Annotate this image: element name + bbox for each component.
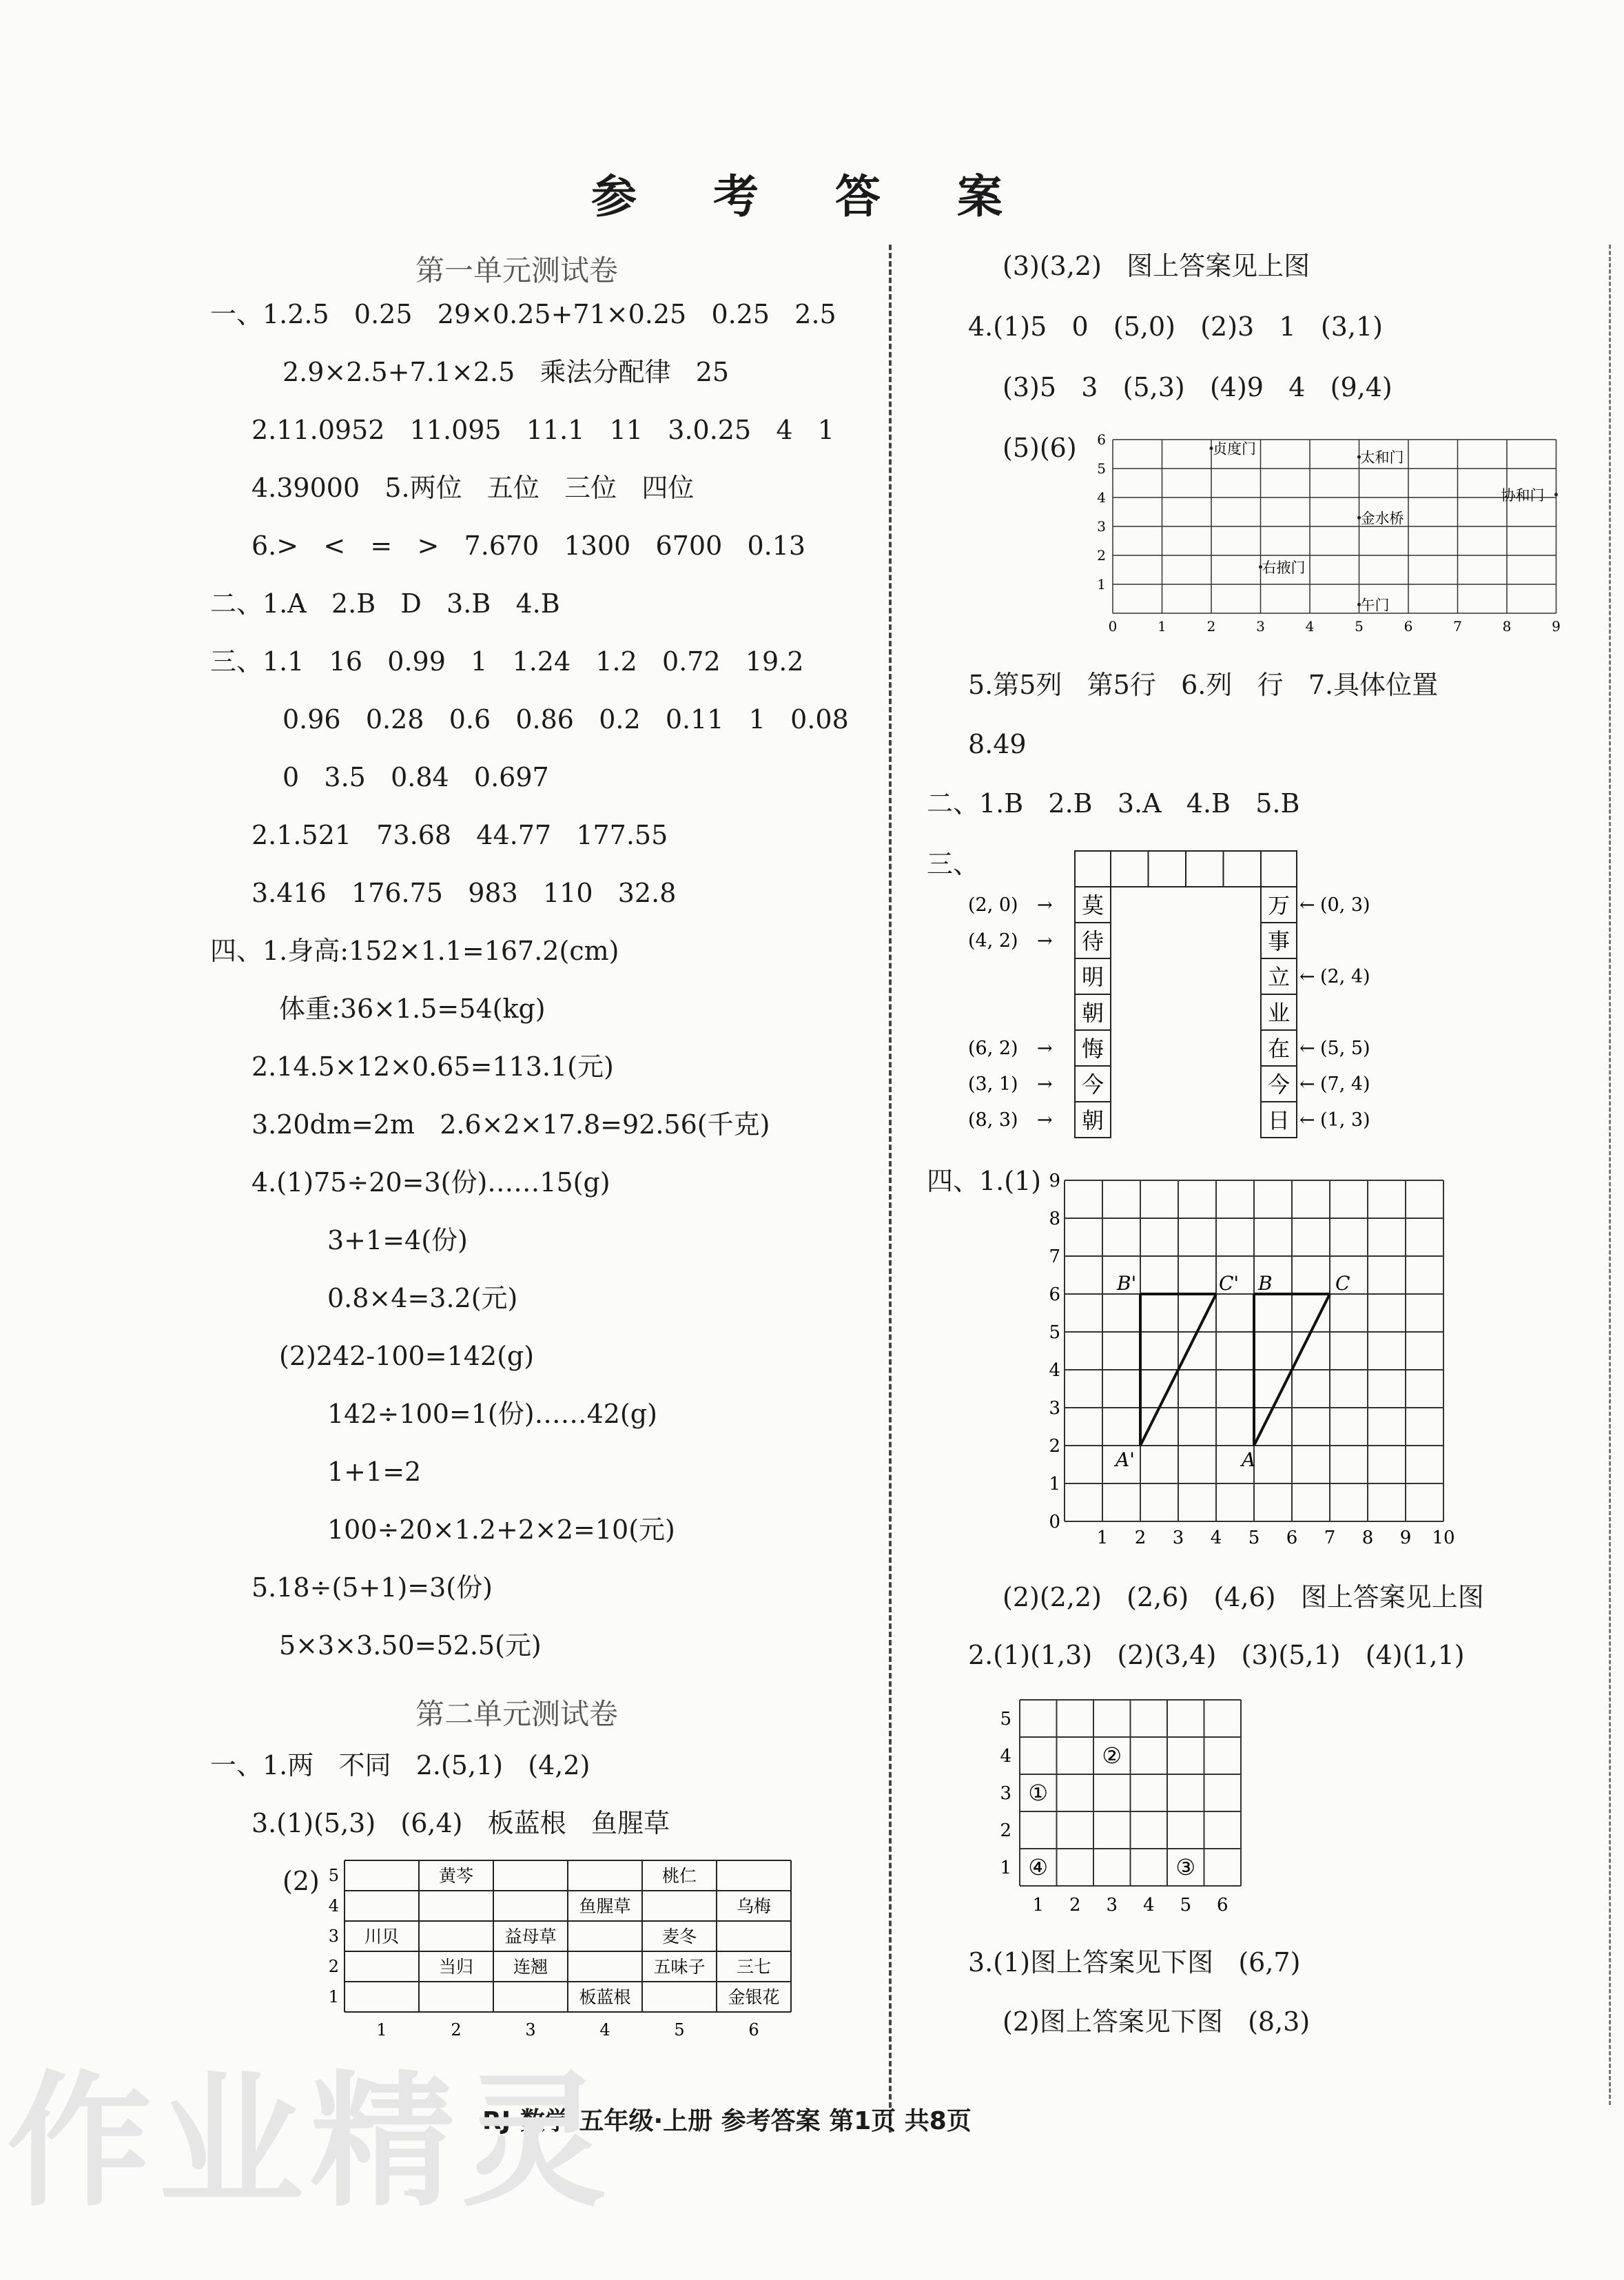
y-tick-label: 5 — [1049, 1322, 1060, 1343]
arrow-glyph: → — [1037, 1109, 1053, 1131]
arrow-glyph: ← — [1299, 894, 1315, 916]
x-tick-label: 2 — [1069, 1895, 1081, 1916]
y-tick-label: 1 — [1049, 1474, 1060, 1495]
x-tick-label: 7 — [1453, 618, 1462, 635]
x-tick-label: 6 — [1216, 1895, 1229, 1916]
arrow-glyph: ← — [1299, 966, 1315, 987]
watermark: 作业精灵 — [7, 2057, 614, 2226]
y-tick-label: 3 — [1049, 1398, 1060, 1419]
y-tick-label: 0 — [1049, 1512, 1060, 1532]
y-tick-label: 4 — [1049, 1360, 1060, 1381]
answer-line: 142÷100=1(份)……42(g) — [327, 1399, 657, 1429]
herb-cell: 乌梅 — [736, 1896, 772, 1916]
poem-char: 今 — [1081, 1071, 1104, 1098]
answer-line: (2) — [282, 1866, 320, 1896]
x-tick-label: 3 — [1172, 1528, 1184, 1548]
poem-char: 朝 — [1081, 1107, 1104, 1133]
poem-top-box — [1261, 851, 1297, 887]
y-tick-label: 1 — [1097, 576, 1106, 593]
answer-line: 4.(1)75÷20=3(份)……15(g) — [251, 1167, 610, 1198]
y-tick-label: 5 — [1097, 460, 1106, 477]
x-tick-label: 5 — [1180, 1895, 1192, 1916]
herb-grid — [324, 1853, 820, 2040]
coord-label: (7, 4) — [1320, 1074, 1370, 1095]
x-tick-label: 1 — [1032, 1895, 1045, 1916]
x-tick-label: 6 — [1404, 618, 1413, 635]
answer-line: 4.39000 5.两位 五位 三位 四位 — [251, 473, 695, 503]
x-tick-label: 8 — [1502, 618, 1512, 635]
arrow-glyph: → — [1037, 1038, 1053, 1059]
coord-label: (3, 1) — [968, 1074, 1018, 1095]
coord-label: (2, 0) — [968, 894, 1018, 916]
answer-line: 3.20dm=2m 2.6×2×17.8=92.56(千克) — [251, 1109, 770, 1140]
arrow-glyph: ← — [1299, 1109, 1315, 1131]
x-tick-label: 4 — [1210, 1528, 1222, 1548]
answer-line: 2.11.0952 11.095 11.1 11 3.0.25 4 1 — [251, 415, 834, 445]
y-tick-label: 7 — [1049, 1246, 1060, 1267]
answer-line: 5.第5列 第5行 6.列 行 7.具体位置 — [968, 670, 1439, 700]
answer-line: 2.(1)(1,3) (2)(3,4) (3)(5,1) (4)(1,1) — [968, 1640, 1465, 1670]
answer-line: 1+1=2 — [327, 1457, 422, 1487]
y-tick-label: 2 — [1000, 1820, 1011, 1841]
y-tick-label: 9 — [1049, 1171, 1060, 1191]
col-label: 3 — [525, 2020, 536, 2040]
answer-line: (5)(6) — [1003, 433, 1077, 463]
place-label: 协和门 — [1501, 486, 1545, 504]
palace-map-grid — [1092, 427, 1574, 634]
answer-line: (3)(3,2) 图上答案见上图 — [1003, 251, 1310, 281]
poem-grid — [965, 844, 1412, 1147]
herb-cell: 益母草 — [504, 1927, 557, 1947]
position-mark: ① — [1028, 1780, 1049, 1806]
herb-cell: 川贝 — [364, 1927, 400, 1947]
answer-line: 4.(1)5 0 (5,0) (2)3 1 (3,1) — [968, 311, 1383, 342]
coord-label: (4, 2) — [968, 930, 1018, 952]
coord-label: (8, 3) — [968, 1109, 1018, 1131]
translation-grid — [1051, 1164, 1499, 1550]
page-title: 参 考 答 案 — [591, 170, 1033, 223]
x-tick-label: 5 — [1355, 618, 1364, 635]
unit2-heading: 第二单元测试卷 — [415, 1697, 619, 1731]
page-footer: RJ·数学·五年级·上册 参考答案 第1页 共8页 — [482, 2107, 972, 2135]
poem-char: 在 — [1267, 1036, 1291, 1062]
poem-char: 事 — [1267, 928, 1291, 954]
x-tick-label: 9 — [1399, 1528, 1412, 1548]
position-mark: ④ — [1028, 1854, 1049, 1880]
row-label: 2 — [328, 1957, 339, 1976]
answer-line: 6.> < = > 7.670 1300 6700 0.13 — [251, 531, 806, 561]
herb-cell: 连翘 — [513, 1957, 548, 1977]
coord-label: (2, 4) — [1320, 966, 1370, 987]
row-label: 1 — [328, 1987, 339, 2006]
place-label: 贞度门 — [1213, 440, 1256, 458]
y-tick-label: 5 — [1000, 1709, 1011, 1729]
answer-line: 2.9×2.5+7.1×2.5 乘法分配律 25 — [282, 357, 730, 387]
answer-line: 0 3.5 0.84 0.697 — [282, 762, 549, 792]
x-tick-label: 0 — [1108, 618, 1118, 635]
point-label: A — [1242, 1448, 1256, 1471]
x-tick-label: 4 — [1142, 1895, 1155, 1916]
y-tick-label: 1 — [1000, 1858, 1011, 1878]
coord-label: (0, 3) — [1320, 894, 1370, 916]
position-grid — [992, 1692, 1268, 1919]
row-label: 3 — [328, 1927, 339, 1946]
herb-cell: 三七 — [736, 1957, 772, 1977]
poem-top-box — [1111, 851, 1149, 887]
x-tick-label: 7 — [1324, 1528, 1336, 1548]
answer-line: 3+1=4(份) — [327, 1225, 468, 1255]
right-edge-divider — [1609, 245, 1611, 2105]
x-tick-label: 3 — [1106, 1895, 1118, 1916]
coord-label: (6, 2) — [968, 1038, 1018, 1059]
col-label: 4 — [599, 2020, 610, 2040]
answer-line: 体重:36×1.5=54(kg) — [279, 994, 546, 1024]
y-tick-label: 4 — [1000, 1746, 1011, 1767]
x-tick-label: 8 — [1361, 1528, 1374, 1548]
poem-top-box — [1186, 851, 1224, 887]
answer-line: 3.(1)图上答案见下图 (6,7) — [968, 1947, 1301, 1978]
col-label: 1 — [376, 2020, 387, 2040]
arrow-glyph: ← — [1299, 1038, 1315, 1059]
poem-char: 日 — [1267, 1107, 1291, 1133]
answer-line: 0.96 0.28 0.6 0.86 0.2 0.11 1 0.08 — [282, 704, 849, 735]
x-tick-label: 5 — [1248, 1528, 1260, 1548]
arrow-glyph: → — [1037, 894, 1053, 916]
answer-line: 5.18÷(5+1)=3(份) — [251, 1572, 493, 1603]
herb-cell: 麦冬 — [661, 1927, 697, 1947]
poem-top-box — [1149, 851, 1186, 887]
x-tick-label: 2 — [1206, 618, 1216, 635]
place-label: 右掖门 — [1262, 559, 1306, 576]
answer-line: 一、1.2.5 0.25 29×0.25+71×0.25 0.25 2.5 — [210, 299, 836, 329]
answer-line: 0.8×4=3.2(元) — [327, 1283, 518, 1313]
answer-line: (3)5 3 (5,3) (4)9 4 (9,4) — [1003, 372, 1392, 402]
herb-cell: 鱼腥草 — [579, 1896, 631, 1916]
answer-line: 100÷20×1.2+2×2=10(元) — [327, 1514, 675, 1545]
place-label: 金水桥 — [1360, 510, 1404, 527]
y-tick-label: 3 — [1000, 1783, 1011, 1804]
y-tick-label: 4 — [1097, 489, 1106, 506]
poem-top-box — [1224, 851, 1262, 887]
answer-line: 四、1.身高:152×1.1=167.2(cm) — [210, 936, 619, 966]
answer-line: 3.416 176.75 983 110 32.8 — [251, 878, 677, 908]
answer-line: 三、1.1 16 0.99 1 1.24 1.2 0.72 19.2 — [210, 646, 804, 677]
y-tick-label: 8 — [1049, 1209, 1060, 1229]
x-tick-label: 10 — [1432, 1528, 1455, 1548]
place-dot — [1554, 493, 1558, 496]
row-label: 5 — [328, 1866, 339, 1885]
answer-line: (2)图上答案见下图 (8,3) — [1003, 2006, 1310, 2037]
poem-char: 明 — [1081, 964, 1104, 990]
x-tick-label: 1 — [1158, 618, 1166, 635]
row-label: 4 — [328, 1896, 339, 1916]
poem-top-box — [1075, 851, 1111, 887]
answer-line: 2.1.521 73.68 44.77 177.55 — [251, 820, 668, 850]
herb-cell: 桃仁 — [661, 1866, 697, 1886]
y-tick-label: 6 — [1097, 431, 1106, 448]
x-tick-label: 2 — [1134, 1528, 1147, 1548]
answer-line: 三、 — [927, 849, 980, 879]
herb-cell: 金银花 — [728, 1987, 780, 2007]
answer-line: 5×3×3.50=52.5(元) — [279, 1630, 542, 1661]
x-tick-label: 1 — [1096, 1528, 1109, 1548]
coord-label: (5, 5) — [1320, 1038, 1370, 1059]
y-tick-label: 6 — [1049, 1284, 1060, 1305]
poem-char: 业 — [1267, 1000, 1291, 1026]
x-tick-label: 6 — [1286, 1528, 1298, 1548]
poem-char: 朝 — [1081, 1000, 1104, 1026]
y-tick-label: 3 — [1097, 518, 1106, 535]
place-label: 太和门 — [1360, 449, 1404, 466]
answer-line: (2)(2,2) (2,6) (4,6) 图上答案见上图 — [1003, 1582, 1484, 1612]
point-label: C — [1335, 1272, 1350, 1295]
poem-char: 万 — [1267, 892, 1291, 918]
answer-line: 四、1.(1) — [927, 1166, 1042, 1196]
answer-line: 8.49 — [968, 729, 1027, 759]
answer-line: 2.14.5×12×0.65=113.1(元) — [251, 1051, 614, 1082]
y-tick-label: 2 — [1097, 547, 1106, 564]
col-label: 2 — [451, 2020, 462, 2040]
answer-line: 一、1.两 不同 2.(5,1) (4,2) — [210, 1750, 590, 1780]
herb-cell: 五味子 — [653, 1957, 706, 1977]
unit1-heading: 第一单元测试卷 — [415, 254, 619, 287]
x-tick-label: 4 — [1305, 618, 1315, 635]
point-label: B' — [1117, 1272, 1137, 1295]
herb-cell: 板蓝根 — [579, 1987, 631, 2007]
arrow-glyph: ← — [1299, 1074, 1315, 1095]
column-divider — [889, 245, 892, 2133]
arrow-glyph: → — [1037, 930, 1053, 952]
y-tick-label: 2 — [1049, 1436, 1060, 1457]
herb-cell: 当归 — [438, 1957, 474, 1977]
x-tick-label: 3 — [1256, 618, 1265, 635]
point-label: A' — [1116, 1448, 1135, 1471]
poem-char: 待 — [1081, 928, 1104, 954]
point-label: B — [1258, 1272, 1273, 1295]
answer-line: 3.(1)(5,3) (6,4) 板蓝根 鱼腥草 — [251, 1808, 670, 1838]
answer-line: 二、1.B 2.B 3.A 4.B 5.B — [927, 788, 1300, 819]
poem-char: 悔 — [1081, 1036, 1104, 1062]
poem-char: 今 — [1267, 1071, 1291, 1098]
herb-cell: 黄芩 — [438, 1866, 474, 1886]
answer-line: 二、1.A 2.B D 3.B 4.B — [210, 588, 560, 619]
position-mark: ③ — [1175, 1854, 1196, 1880]
poem-char: 莫 — [1081, 892, 1104, 918]
col-label: 6 — [748, 2020, 759, 2040]
coord-label: (1, 3) — [1320, 1109, 1370, 1131]
position-mark: ② — [1102, 1743, 1122, 1769]
point-label: C' — [1219, 1272, 1240, 1295]
col-label: 5 — [674, 2020, 685, 2040]
x-tick-label: 9 — [1552, 618, 1561, 635]
arrow-glyph: → — [1037, 1074, 1053, 1095]
place-label: 午门 — [1360, 597, 1390, 614]
poem-char: 立 — [1267, 964, 1291, 990]
answer-line: (2)242-100=142(g) — [279, 1341, 535, 1371]
